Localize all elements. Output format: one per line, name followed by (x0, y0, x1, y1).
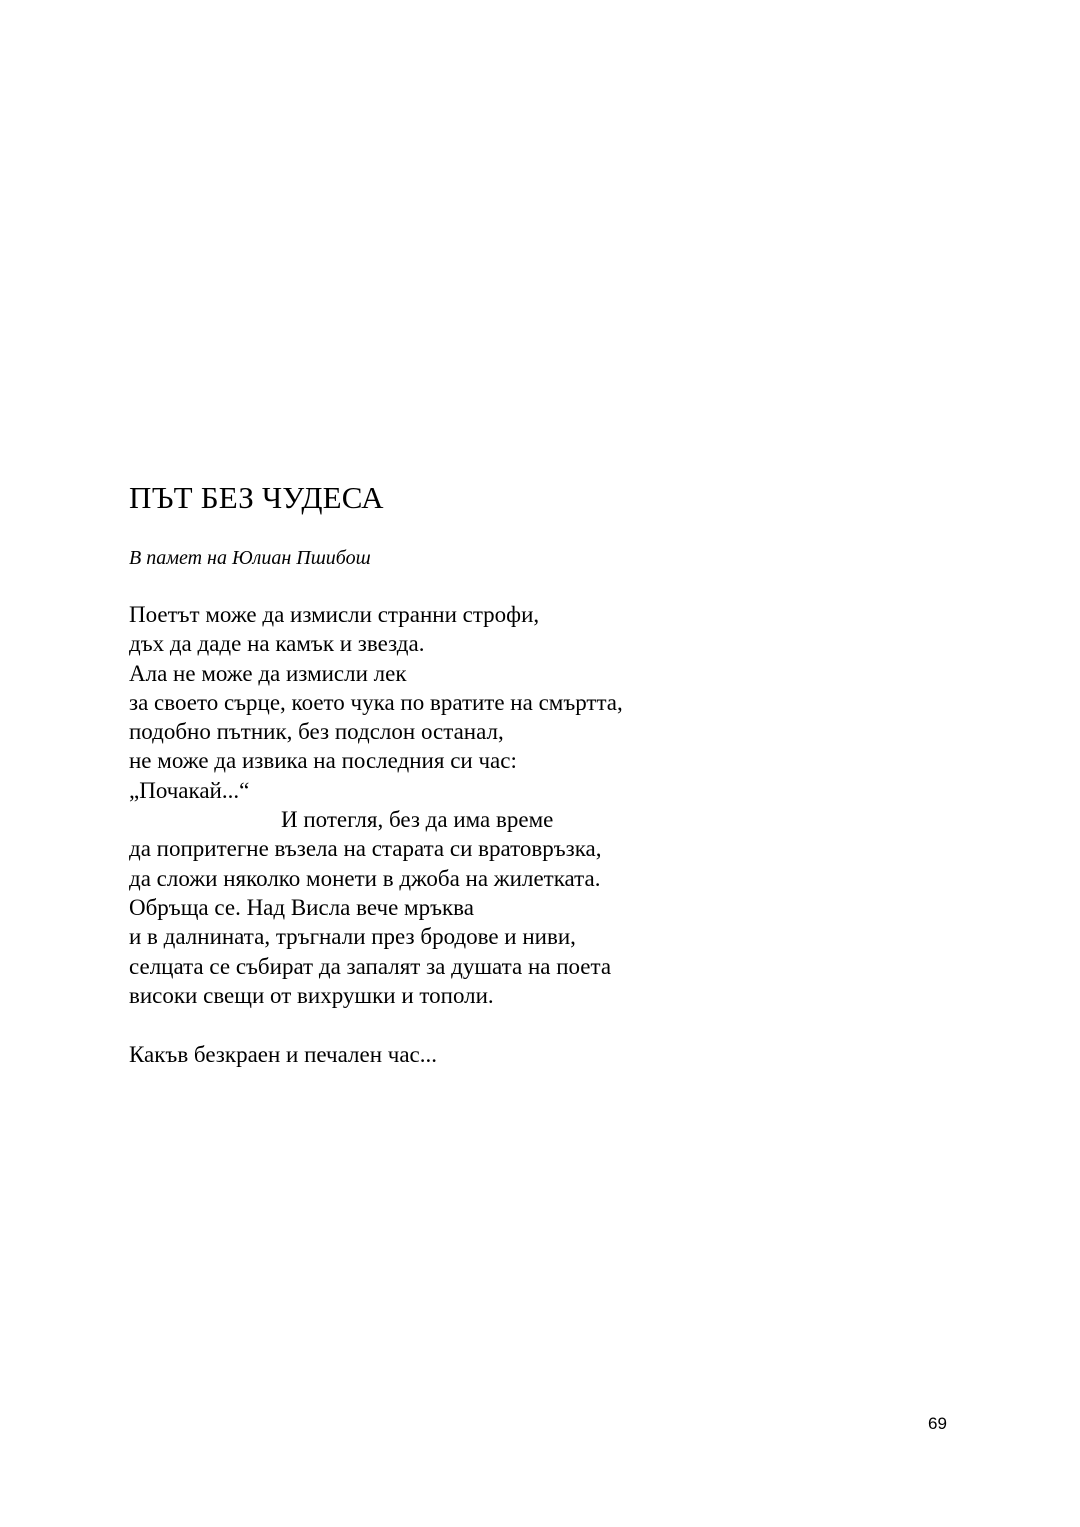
poem-line: за своето сърце, което чука по вратите на смъртта, (129, 689, 623, 715)
poem-line: „Почакай...“ (129, 777, 250, 803)
poem-line: Поетът може да измисли странни строфи, (129, 602, 540, 627)
poem-stanza-2 (129, 1040, 437, 1069)
poem-line-indented: И потегля, без да има време (281, 807, 554, 833)
poem-line: Ала не може да измисли лек (129, 660, 407, 686)
poem-line: и в далнината, тръгнали през бродове и ниви, (129, 924, 576, 950)
poem-line: не може да извика на последния си час: (129, 748, 517, 774)
poem-line: високи свещи от вихрушки и тополи. (129, 982, 494, 1008)
poem-title: ПЪТ БЕЗ ЧУДЕСА (129, 480, 384, 515)
poem-line: да сложи няколко монети в джоба на жилетката. (129, 865, 601, 891)
poem-line: селцата се събират да запалят за душата на поета (129, 953, 612, 979)
poem-dedication: В памет на Юлиан Пшибош (129, 547, 371, 569)
poem-line: Какъв безкраен и печален час... (129, 1042, 438, 1067)
poem-line: Обръща се. Над Висла вече мръква (129, 894, 474, 920)
poem-line: подобно пътник, без подслон останал, (129, 719, 504, 745)
poem-stanza-1 (129, 600, 623, 1010)
page-number: 69 (928, 1414, 947, 1433)
poem-line: дъх да даде на камък и звезда. (129, 631, 425, 657)
poem-line: да попритегне възела на старата си вратовръзка, (129, 836, 602, 862)
